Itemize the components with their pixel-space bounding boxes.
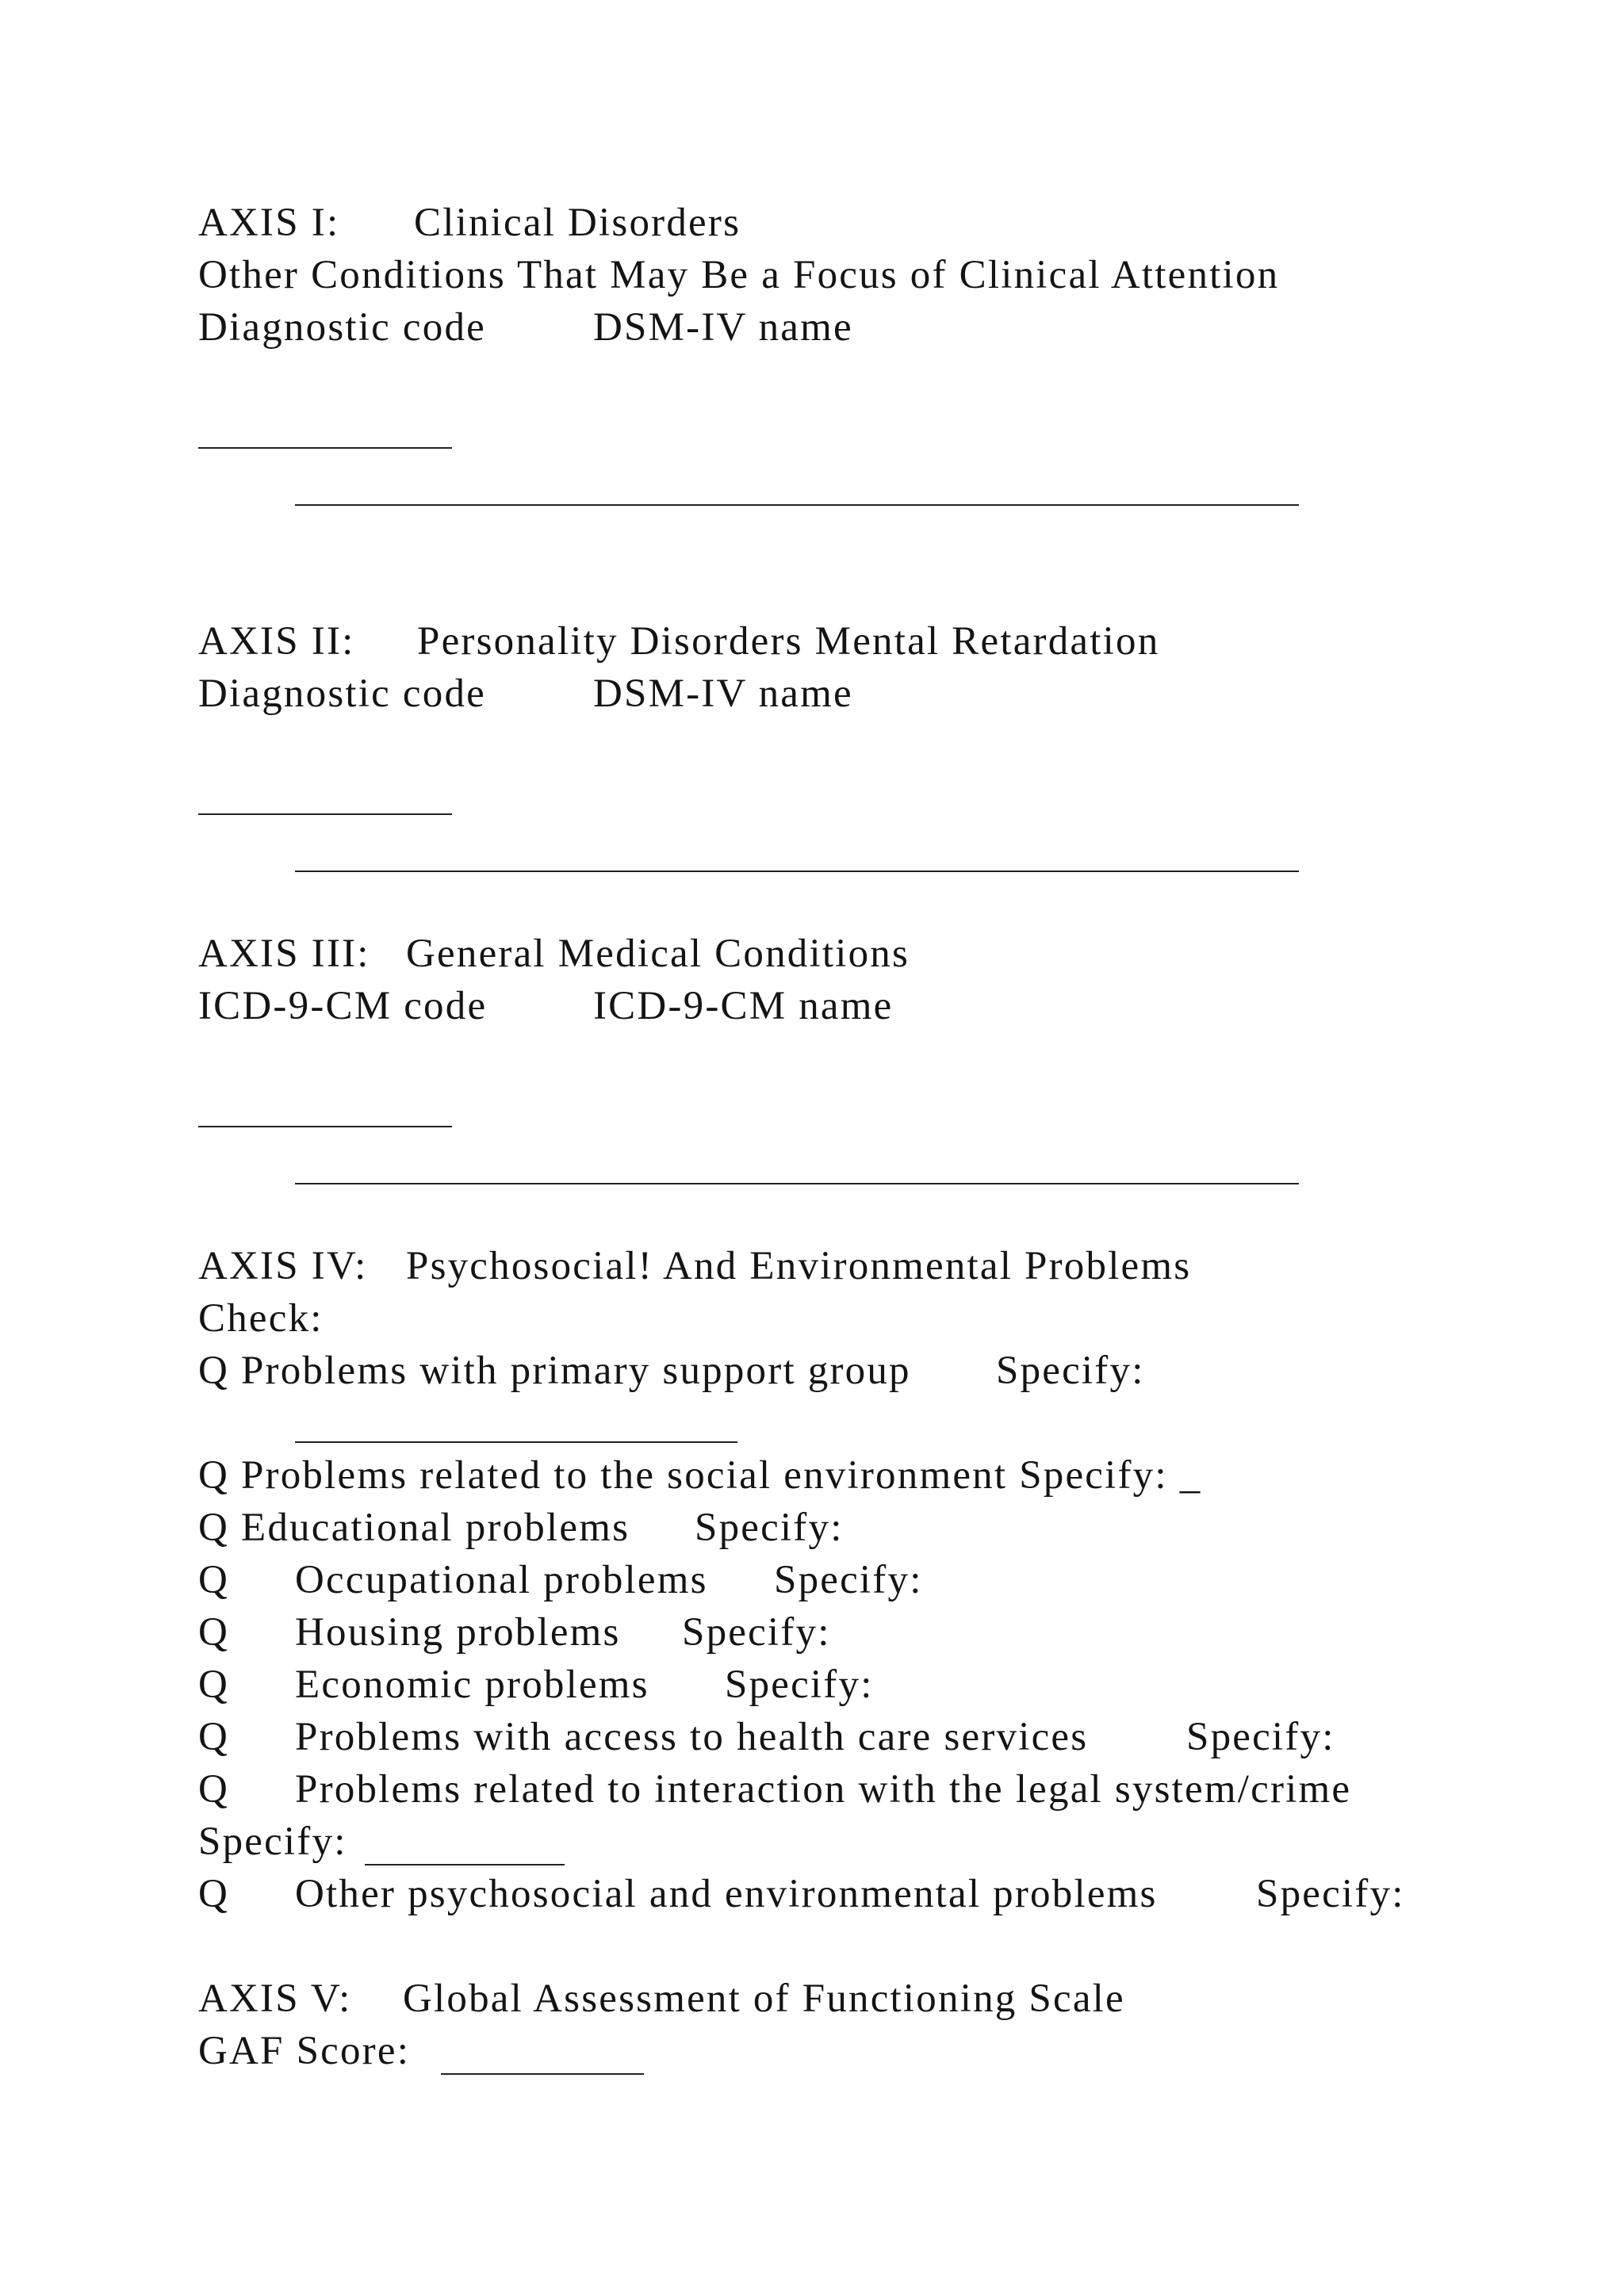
axis2-col-name: DSM-IV name [593, 672, 853, 716]
axis4-heading-title: Psychosocial! And Environmental Problems [406, 1244, 1192, 1288]
axis1-column-headers [198, 301, 853, 354]
axis3-heading-title: General Medical Conditions [406, 932, 910, 976]
item-specify: Specify: [996, 1349, 1145, 1393]
item-specify: Specify: [774, 1558, 923, 1602]
checkbox-marker[interactable]: Q [198, 1872, 230, 1916]
axis4-item-occupational[interactable] [198, 1554, 923, 1606]
axis5-heading-title: Global Assessment of Functioning Scale [403, 1976, 1125, 2021]
checkbox-marker[interactable]: Q [198, 1715, 230, 1759]
axis3-heading-label: AXIS III: [198, 932, 370, 976]
checkbox-marker[interactable]: Q [198, 1663, 230, 1707]
axis4-legal-system-specify [198, 1816, 347, 1868]
item-specify: Specify: [1256, 1872, 1405, 1916]
checkbox-marker[interactable]: Q [198, 1506, 230, 1550]
axis3-column-headers [198, 980, 894, 1032]
checkbox-marker[interactable]: Q [198, 1349, 230, 1393]
axis2-heading-title: Personality Disorders Mental Retardation [417, 619, 1160, 664]
checkbox-marker[interactable]: Q [198, 1610, 230, 1655]
item-specify: Specify: _ [1019, 1453, 1202, 1498]
axis4-item-educational[interactable] [198, 1502, 844, 1554]
gaf-score-label: GAF Score: [198, 2029, 411, 2073]
axis3-code-blank[interactable] [198, 1126, 452, 1127]
axis1-heading [198, 197, 741, 249]
item-specify: Specify: [695, 1506, 844, 1550]
axis3-heading [198, 928, 910, 980]
axis2-heading [198, 615, 1160, 668]
item-specify: Specify: [198, 1820, 347, 1864]
axis2-code-blank[interactable] [198, 813, 452, 815]
axis4-item-other[interactable] [198, 1868, 1405, 1920]
item-specify: Specify: [682, 1610, 831, 1655]
axis2-col-code: Diagnostic code [198, 672, 486, 716]
item-text: Economic problems [295, 1663, 649, 1707]
item-text: Other psychosocial and environmental problems [295, 1872, 1158, 1916]
checkbox-marker[interactable]: Q [198, 1767, 230, 1812]
axis3-col-code: ICD-9-CM code [198, 984, 488, 1028]
axis1-col-code: Diagnostic code [198, 305, 486, 350]
axis5-heading-label: AXIS V: [198, 1976, 352, 2021]
axis4-item-primary-support[interactable] [198, 1345, 1145, 1397]
axis1-heading-title: Clinical Disorders [414, 201, 741, 245]
item-text: Problems related to the social environment [240, 1453, 1008, 1498]
axis2-column-headers [198, 668, 853, 720]
axis4-legal-system-specify-blank[interactable] [365, 1864, 565, 1866]
axis1-name-blank[interactable] [295, 504, 1299, 506]
item-text: Problems related to interaction with the legal system/crime [295, 1767, 1352, 1812]
axis2-name-blank[interactable] [295, 871, 1299, 872]
item-text: Educational problems [240, 1506, 630, 1550]
item-specify: Specify: [1186, 1715, 1335, 1759]
axis4-item-housing[interactable] [198, 1606, 831, 1659]
axis4-item-economic[interactable] [198, 1659, 874, 1711]
axis1-subtitle: Other Conditions That May Be a Focus of Clinical Attention [198, 253, 1280, 297]
checkbox-marker[interactable]: Q [198, 1558, 230, 1602]
item-text: Problems with access to health care services [295, 1715, 1089, 1759]
axis4-check-label: Check: [198, 1296, 324, 1341]
axis3-name-blank[interactable] [295, 1183, 1299, 1184]
item-text: Problems with primary support group [240, 1349, 911, 1393]
item-specify: Specify: [725, 1663, 874, 1707]
checkbox-marker[interactable]: Q [198, 1453, 230, 1498]
gaf-score-blank[interactable] [441, 2073, 644, 2075]
axis2-heading-label: AXIS II: [198, 619, 355, 664]
axis4-heading [198, 1240, 1192, 1292]
axis5-heading [198, 1973, 1125, 2025]
axis3-col-name: ICD-9-CM name [593, 984, 894, 1028]
axis1-col-name: DSM-IV name [593, 305, 853, 350]
axis5-gaf-row [198, 2025, 410, 2077]
axis4-item-health-care-access[interactable] [198, 1711, 1335, 1763]
axis4-item-social-environment[interactable] [198, 1449, 1201, 1502]
item-text: Housing problems [295, 1610, 621, 1655]
axis1-heading-label: AXIS I: [198, 201, 340, 245]
axis1-code-blank[interactable] [198, 447, 452, 449]
item-text: Occupational problems [295, 1558, 708, 1602]
axis4-heading-label: AXIS IV: [198, 1244, 368, 1288]
axis4-primary-support-specify-blank[interactable] [295, 1441, 737, 1443]
axis4-item-legal-system[interactable] [198, 1763, 1351, 1816]
